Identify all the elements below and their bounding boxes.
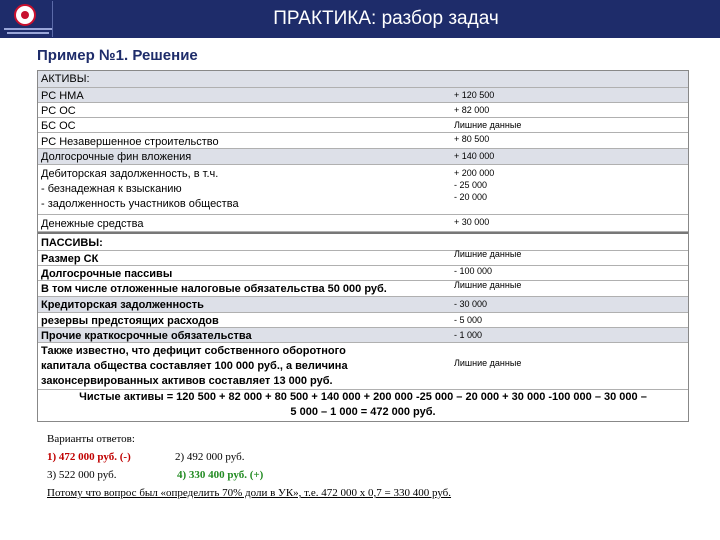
row-label: - задолженность участников общества bbox=[41, 198, 239, 210]
row-value: Лишние данные bbox=[454, 280, 522, 290]
assets-heading: АКТИВЫ: bbox=[41, 73, 90, 85]
answer-option-3: 3) 522 000 руб. bbox=[47, 469, 117, 481]
row-label: капитала общества составляет 100 000 руб., а величина bbox=[41, 360, 348, 372]
summary-line-2: 5 000 – 1 000 = 472 000 руб. bbox=[38, 405, 688, 420]
assets-heading-row bbox=[38, 71, 688, 88]
table-row bbox=[38, 88, 688, 103]
row-label: РС НМА bbox=[41, 90, 84, 102]
table-row bbox=[38, 313, 688, 328]
table-row bbox=[38, 103, 688, 118]
table-row bbox=[38, 343, 688, 390]
header-bar bbox=[0, 0, 720, 38]
row-value: + 82 000 bbox=[454, 105, 490, 115]
answer-explanation: Потому что вопрос был «определить 70% доли в УК», т.е. 472 000 х 0,7 = 330 400 руб. bbox=[47, 487, 452, 499]
table-row bbox=[38, 328, 688, 343]
row-value: - 30 000 bbox=[454, 299, 488, 309]
row-label: резервы предстоящих расходов bbox=[41, 315, 219, 327]
row-label: Дебиторская задолженность, в т.ч. bbox=[41, 168, 219, 180]
page-subtitle: Пример №1. Решение bbox=[37, 47, 198, 64]
row-value: + 80 500 bbox=[454, 134, 490, 144]
row-label: Денежные средства bbox=[41, 218, 144, 230]
answer-option-4: 4) 330 400 руб. (+) bbox=[177, 469, 264, 481]
row-value: + 140 000 bbox=[454, 151, 495, 161]
row-value: Лишние данные bbox=[454, 120, 522, 130]
table-row bbox=[38, 297, 688, 313]
row-value: - 1 000 bbox=[454, 330, 483, 340]
row-value: Лишние данные bbox=[454, 358, 522, 368]
summary-line-1: Чистые активы = 120 500 + 82 000 + 80 500 + 140 000 + 200 000 -25 000 – 20 000 + 30 000 -100 000 – 30 000 – bbox=[38, 390, 688, 405]
answer-option-1: 1) 472 000 руб. (-) bbox=[47, 451, 131, 463]
table-row bbox=[38, 165, 688, 215]
row-value: + 30 000 bbox=[454, 217, 490, 227]
liabilities-heading: ПАССИВЫ: bbox=[41, 237, 103, 249]
table-row bbox=[38, 215, 688, 232]
table-row bbox=[38, 266, 688, 281]
row-label: Размер СК bbox=[41, 253, 99, 265]
university-logo-icon bbox=[2, 1, 53, 37]
table-row bbox=[38, 251, 688, 266]
answers-heading: Варианты ответов: bbox=[47, 433, 135, 445]
row-label: - безнадежная к взысканию bbox=[41, 183, 182, 195]
row-value: + 120 500 bbox=[454, 90, 495, 100]
row-value: - 25 000 bbox=[454, 180, 488, 190]
table-row bbox=[38, 133, 688, 149]
row-value: Лишние данные bbox=[454, 249, 522, 259]
row-label: Долгосрочные пассивы bbox=[41, 268, 173, 280]
table-row bbox=[38, 281, 688, 297]
solution-table bbox=[37, 70, 689, 422]
row-label: Также известно, что дефицит собственного оборотного bbox=[41, 345, 346, 357]
row-label: Кредиторская задолженность bbox=[41, 299, 204, 311]
table-row bbox=[38, 118, 688, 133]
row-label: РС ОС bbox=[41, 105, 76, 117]
row-value: - 5 000 bbox=[454, 315, 483, 325]
row-label: БС ОС bbox=[41, 120, 76, 132]
row-label: РС Незавершенное строительство bbox=[41, 136, 219, 148]
row-label: Прочие краткосрочные обязательства bbox=[41, 330, 252, 342]
row-value: - 20 000 bbox=[454, 192, 488, 202]
liabilities-heading-row bbox=[38, 234, 688, 251]
row-value: - 100 000 bbox=[454, 266, 493, 276]
answer-option-2: 2) 492 000 руб. bbox=[175, 451, 245, 463]
row-label: Долгосрочные фин вложения bbox=[41, 151, 192, 163]
row-label: законсервированных активов составляет 13 000 руб. bbox=[41, 375, 333, 387]
row-value: + 200 000 bbox=[454, 168, 495, 178]
slide-title: ПРАКТИКА: разбор задач bbox=[273, 8, 499, 29]
table-row bbox=[38, 149, 688, 165]
row-label: В том числе отложенные налоговые обязательства 50 000 руб. bbox=[41, 283, 387, 295]
